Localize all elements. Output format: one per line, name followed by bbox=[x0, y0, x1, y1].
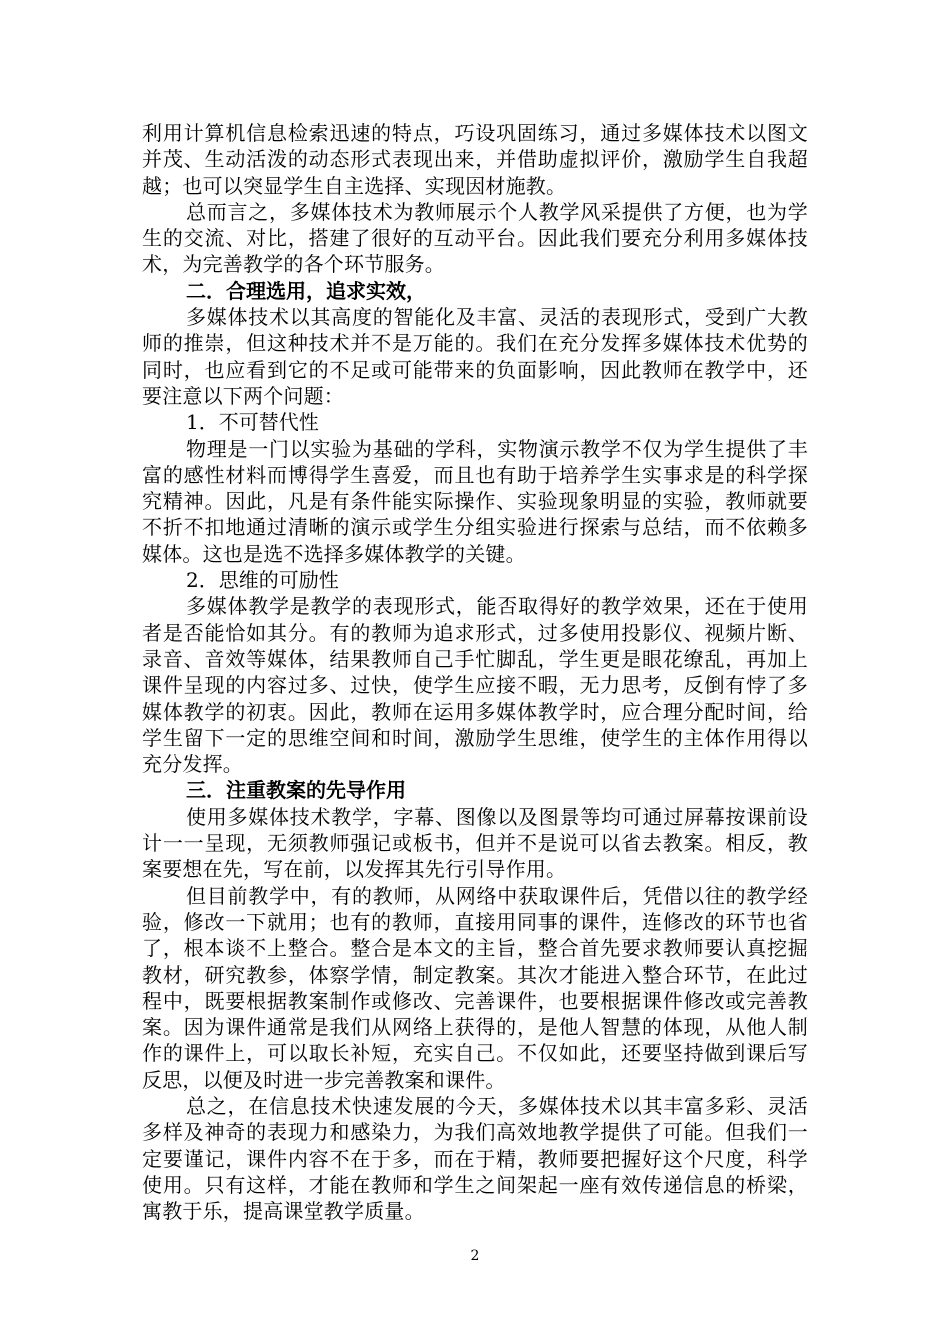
subheading-2: 2．思维的可励性 bbox=[186, 568, 339, 593]
subheading-1: 1．不可替代性 bbox=[186, 410, 319, 435]
paragraph-4: 物理是一门以实验为基础的学科，实物演示教学不仅为学生提供了丰富的感性材料而博得学生喜爱，而且也有助于培养学生实事求是的科学探究精神。因此，凡是有条件能实际操作、实验现象明显的实验，教师就要不折不扣地通过清晰的演示或学生分组实验进行探索与总结，而不依赖多媒体。这也是选不选择多媒体教学的关键。 bbox=[142, 436, 808, 566]
paragraph-2: 总而言之，多媒体技术为教师展示个人教学风采提供了方便，也为学生的交流、对比，搭建了很好的互动平台。因此我们要充分利用多媒体技术，为完善教学的各个环节服务。 bbox=[142, 199, 808, 277]
paragraph-3: 多媒体技术以其高度的智能化及丰富、灵活的表现形式，受到广大教师的推崇，但这种技术并不是万能的。我们在充分发挥多媒体技术优势的同时，也应看到它的不足或可能带来的负面影响，因此教师在教学中，还要注意以下两个问题： bbox=[142, 305, 808, 408]
page-number: 2 bbox=[470, 1248, 480, 1264]
paragraph-5: 多媒体教学是教学的表现形式，能否取得好的教学效果，还在于使用者是否能恰如其分。有的教师为追求形式，过多使用投影仪、视频片断、录音、音效等媒体，结果教师自己手忙脚乱，学生更是眼花缭乱，再加上课件呈现的内容过多、过快，使学生应接不暇，无力思考，反倒有悖了多媒体教学的初衷。因此，教师在运用多媒体教学时，应合理分配时间，给学生留下一定的思维空间和时间，激励学生思维，使学生的主体作用得以充分发挥。 bbox=[142, 594, 808, 777]
paragraph-8: 总之，在信息技术快速发展的今天，多媒体技术以其丰富多彩、灵活多样及神奇的表现力和感染力，为我们高效地教学提供了可能。但我们一定要谨记，课件内容不在于多，而在于精，教师要把握好这个尺度，科学使用。只有这样，才能在教师和学生之间架起一座有效传递信息的桥梁，寓教于乐，提高课堂教学质量。 bbox=[142, 1093, 808, 1224]
section-heading-3: 三．注重教案的先导作用 bbox=[186, 778, 406, 803]
document-body bbox=[142, 120, 808, 1224]
paragraph-1: 利用计算机信息检索迅速的特点，巧设巩固练习，通过多媒体技术以图文并茂、生动活泼的动态形式表现出来，并借助虚拟评价，激励学生自我超越；也可以突显学生自主选择、实现因材施教。 bbox=[142, 121, 808, 198]
paragraph-7: 但目前教学中，有的教师，从网络中获取课件后，凭借以往的教学经验，修改一下就用；也有的教师，直接用同事的课件，连修改的环节也省了，根本谈不上整合。整合是本文的主旨，整合首先要求教师要认真挖掘教材，研究教参，体察学情，制定教案。其次才能进入整合环节，在此过程中，既要根据教案制作或修改、完善课件，也要根据课件修改或完善教案。因为课件通常是我们从网络上获得的，是他人智慧的体现，从他人制作的课件上，可以取长补短，充实自己。不仅如此，还要坚持做到课后写反思，以便及时进一步完善教案和课件。 bbox=[142, 883, 808, 1092]
paragraph-6: 使用多媒体技术教学，字幕、图像以及图景等均可通过屏幕按课前设计一一呈现，无须教师强记或板书，但并不是说可以省去教案。相反，教案要想在先，写在前，以发挥其先行引导作用。 bbox=[142, 804, 808, 882]
section-heading-2: 二．合理选用，追求实效， bbox=[186, 278, 426, 303]
